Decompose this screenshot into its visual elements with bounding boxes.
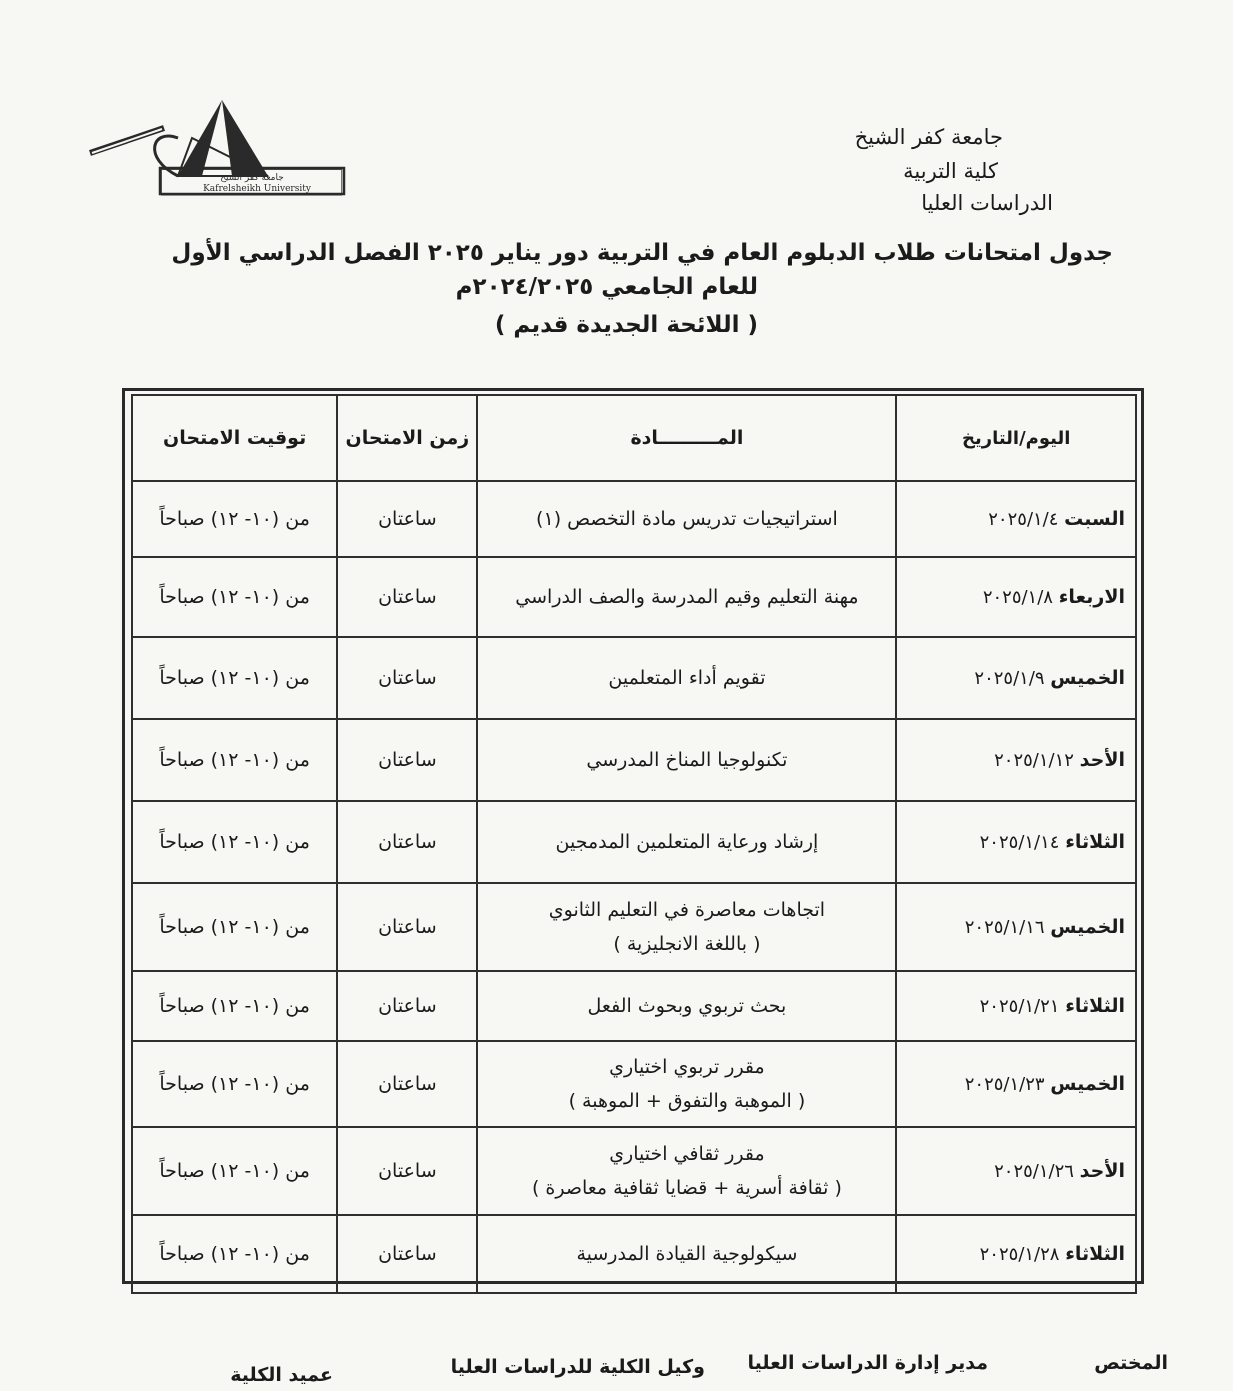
- date-value: ٢٠٢٥/١/١٦: [964, 917, 1045, 938]
- cell-duration: ساعتان: [337, 1127, 477, 1215]
- header-duration: زمن الامتحان: [337, 395, 477, 481]
- cell-duration: ساعتان: [337, 637, 477, 719]
- cell-duration: ساعتان: [337, 971, 477, 1041]
- table-row: [132, 719, 1136, 801]
- logo-text-ar: جامعة كفر الشيخ: [220, 173, 284, 183]
- date-value: ٢٠٢٥/١/٢٣: [964, 1074, 1045, 1095]
- university-logo: [82, 98, 352, 196]
- cell-duration: ساعتان: [337, 481, 477, 557]
- subject-line: ( باللغة الانجليزية ): [613, 933, 761, 955]
- subject-line: تقويم أداء المتعلمين: [608, 667, 766, 689]
- cell-date: [896, 1041, 1136, 1127]
- cell-date: [896, 801, 1136, 883]
- day-name: الثلاثاء: [1065, 1243, 1125, 1265]
- signature-vice-dean: وكيل الكلية للدراسات العليا: [450, 1356, 705, 1378]
- cell-duration: ساعتان: [337, 557, 477, 637]
- title-line-2: للعام الجامعي ٢٠٢٤/٢٠٢٥م: [455, 274, 758, 300]
- day-name: الخميس: [1050, 667, 1125, 689]
- date-value: ٢٠٢٥/١/٨: [982, 587, 1053, 608]
- department-name: الدراسات العليا: [921, 191, 1053, 215]
- cell-duration: ساعتان: [337, 719, 477, 801]
- subject-line: مهنة التعليم وقيم المدرسة والصف الدراسي: [515, 586, 859, 608]
- cell-time: من (١٠- ١٢) صباحاً: [132, 637, 337, 719]
- cell-subject: [477, 883, 896, 971]
- table-row: [132, 801, 1136, 883]
- cell-time: من (١٠- ١٢) صباحاً: [132, 883, 337, 971]
- day-name: الخميس: [1050, 1073, 1125, 1095]
- table-row: [132, 1215, 1136, 1293]
- cell-duration: ساعتان: [337, 801, 477, 883]
- institution-header: [855, 118, 1053, 222]
- date-value: ٢٠٢٥/١/٢٦: [994, 1161, 1074, 1182]
- cell-time: من (١٠- ١٢) صباحاً: [132, 557, 337, 637]
- cell-date: [896, 637, 1136, 719]
- day-name: الثلاثاء: [1065, 831, 1125, 853]
- signature-specialist: المختص: [1094, 1352, 1168, 1374]
- signature-dean: عميد الكلية: [230, 1364, 333, 1386]
- cell-subject: [477, 481, 896, 557]
- cell-time: من (١٠- ١٢) صباحاً: [132, 719, 337, 801]
- date-value: ٢٠٢٥/١/١٤: [979, 832, 1060, 853]
- subject-line: بحث تربوي وبحوث الفعل: [587, 995, 787, 1017]
- header-date: اليوم/التاريخ: [896, 395, 1136, 481]
- table-row: [132, 971, 1136, 1041]
- day-name: الأحد: [1079, 1160, 1125, 1182]
- subject-line: مقرر تربوي اختياري: [609, 1056, 765, 1078]
- date-value: ٢٠٢٥/١/١٢: [994, 750, 1074, 771]
- cell-date: [896, 1215, 1136, 1293]
- cell-date: [896, 1127, 1136, 1215]
- cell-subject: [477, 1041, 896, 1127]
- table-row: [132, 1127, 1136, 1215]
- cell-duration: ساعتان: [337, 1041, 477, 1127]
- day-name: السبت: [1064, 508, 1125, 530]
- cell-subject: [477, 971, 896, 1041]
- cell-duration: ساعتان: [337, 1215, 477, 1293]
- date-value: ٢٠٢٥/١/٢٨: [979, 1244, 1060, 1265]
- table-header-row: [132, 395, 1136, 481]
- table-row: [132, 637, 1136, 719]
- cell-time: من (١٠- ١٢) صباحاً: [132, 1215, 337, 1293]
- cell-subject: [477, 801, 896, 883]
- cell-time: من (١٠- ١٢) صباحاً: [132, 481, 337, 557]
- cell-date: [896, 971, 1136, 1041]
- cell-time: من (١٠- ١٢) صباحاً: [132, 1041, 337, 1127]
- subject-line: تكنولوجيا المناخ المدرسي: [586, 749, 788, 771]
- cell-date: [896, 719, 1136, 801]
- header-subject: المـــــــــادة: [477, 395, 896, 481]
- title-line-1: جدول امتحانات طلاب الدبلوم العام في التربية دور يناير ٢٠٢٥ الفصل الدراسي الأول: [171, 240, 1113, 266]
- signature-grad-manager: مدير إدارة الدراسات العليا: [747, 1352, 988, 1374]
- exam-schedule-table: [131, 394, 1137, 1294]
- table-row: [132, 557, 1136, 637]
- day-name: الأحد: [1079, 749, 1125, 771]
- university-name: جامعة كفر الشيخ: [854, 125, 1003, 149]
- date-value: ٢٠٢٥/١/٩: [974, 668, 1045, 689]
- subject-line: ( الموهبة والتفوق + الموهبة ): [568, 1090, 806, 1112]
- table-row: [132, 1041, 1136, 1127]
- day-name: الخميس: [1050, 916, 1125, 938]
- cell-time: من (١٠- ١٢) صباحاً: [132, 971, 337, 1041]
- cell-date: [896, 481, 1136, 557]
- header-time: توقيت الامتحان: [132, 395, 337, 481]
- document-title: [150, 236, 1113, 342]
- subject-line: سيكولوجية القيادة المدرسية: [576, 1243, 798, 1265]
- logo-text-en: Kafrelsheikh University: [203, 184, 311, 194]
- subject-line: استراتيجيات تدريس مادة التخصص (١): [536, 508, 838, 530]
- cell-date: [896, 883, 1136, 971]
- cell-subject: [477, 557, 896, 637]
- date-value: ٢٠٢٥/١/٢١: [979, 996, 1060, 1017]
- subject-line: إرشاد ورعاية المتعلمين المدمجين: [555, 831, 819, 853]
- subject-line: ( ثقافة أسرية + قضايا ثقافية معاصرة ): [531, 1177, 842, 1199]
- cell-subject: [477, 719, 896, 801]
- subject-line: اتجاهات معاصرة في التعليم الثانوي: [548, 899, 826, 921]
- table-row: [132, 481, 1136, 557]
- cell-subject: [477, 1127, 896, 1215]
- cell-duration: ساعتان: [337, 883, 477, 971]
- subject-line: مقرر ثقافي اختياري: [609, 1143, 765, 1165]
- cell-date: [896, 557, 1136, 637]
- table-row: [132, 883, 1136, 971]
- cell-subject: [477, 637, 896, 719]
- day-name: الاربعاء: [1058, 586, 1125, 608]
- title-line-3: ( اللائحة الجديدة قديم ): [494, 312, 758, 338]
- signatures: [0, 1352, 1233, 1386]
- cell-time: من (١٠- ١٢) صباحاً: [132, 801, 337, 883]
- cell-subject: [477, 1215, 896, 1293]
- faculty-name: كلية التربية: [903, 159, 998, 183]
- date-value: ٢٠٢٥/١/٤: [988, 509, 1059, 530]
- cell-time: من (١٠- ١٢) صباحاً: [132, 1127, 337, 1215]
- day-name: الثلاثاء: [1065, 995, 1125, 1017]
